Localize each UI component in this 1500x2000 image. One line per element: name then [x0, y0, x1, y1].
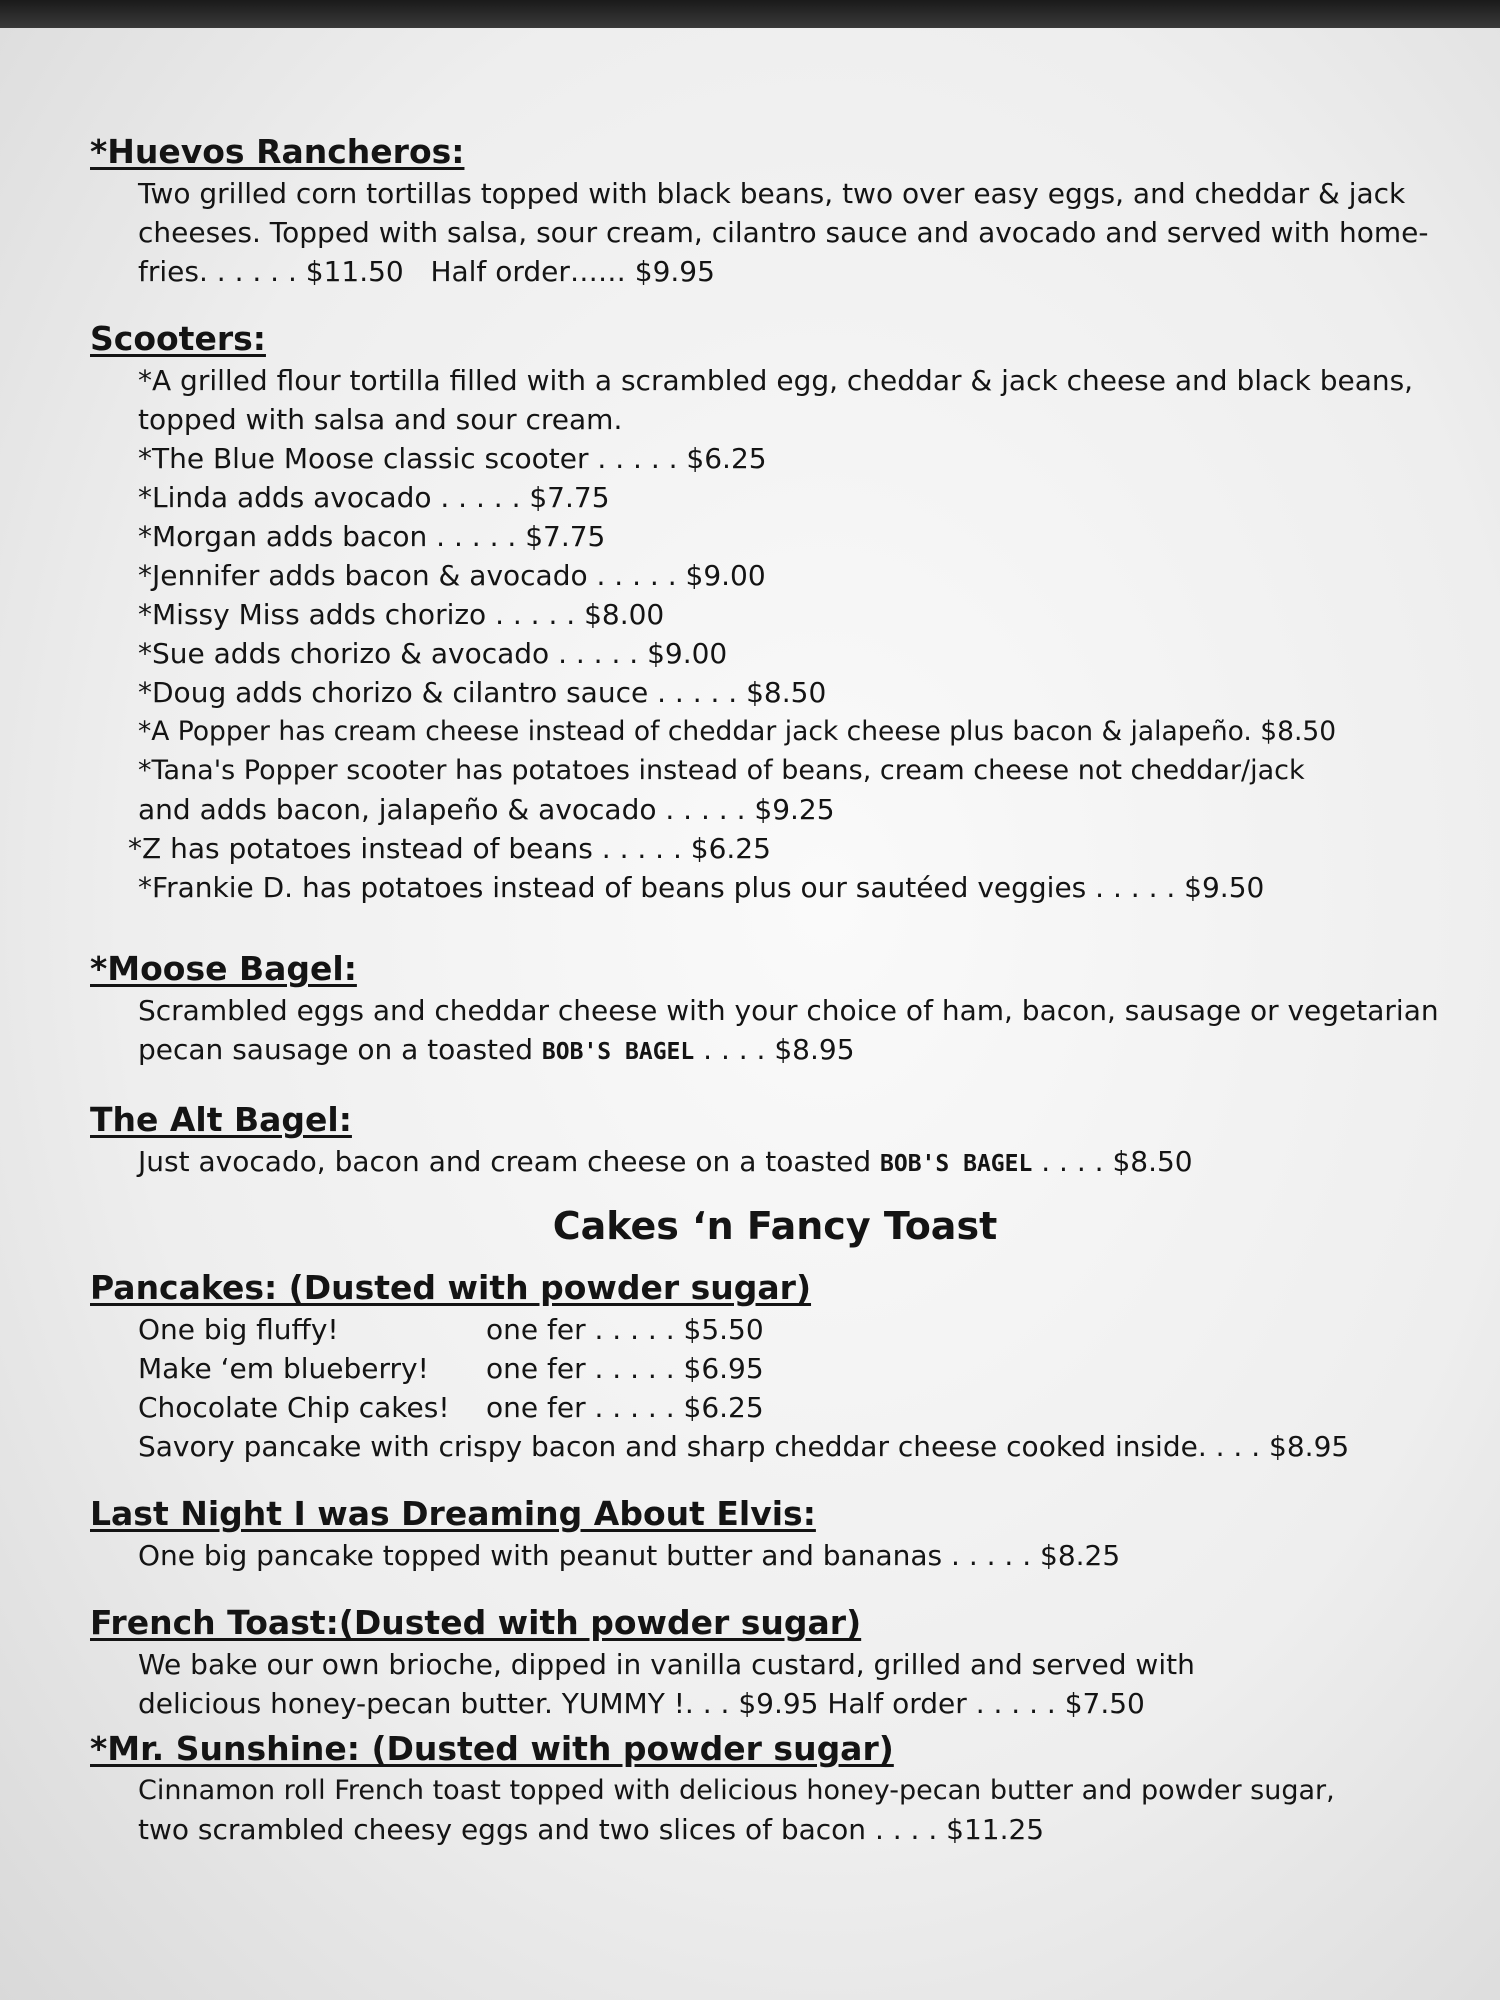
mr-sunshine-line: two scrambled cheesy eggs and two slices of bacon . . . . $11.25	[138, 1813, 1045, 1846]
pancake-name: Make ‘em blueberry!	[138, 1352, 429, 1385]
menu-content	[90, 130, 1460, 1875]
french-toast-section	[90, 1601, 1460, 1723]
french-toast-line: delicious honey-pecan butter. YUMMY !. . . $9.95 Half order . . . . . $7.50	[138, 1687, 1145, 1720]
bobs-bagel-label: BOB'S BAGEL	[880, 1151, 1033, 1177]
scooter-item: *Tana's Popper scooter has potatoes instead of beans, cream cheese not cheddar/jack	[138, 755, 1305, 786]
scooter-item: *Sue adds chorizo & avocado . . . . . $9.00	[138, 637, 728, 670]
dark-background-edge	[0, 0, 1500, 28]
alt-bagel-heading: The Alt Bagel:	[90, 1100, 352, 1139]
scooter-item: and adds bacon, jalapeño & avocado . . . . . $9.25	[138, 793, 835, 826]
pancake-row	[90, 1310, 1460, 1349]
pancake-name: Chocolate Chip cakes!	[138, 1391, 450, 1424]
scooter-item: *Morgan adds bacon . . . . . $7.75	[138, 520, 606, 553]
mr-sunshine-line: Cinnamon roll French toast topped with delicious honey-pecan butter and powder sugar,	[138, 1775, 1335, 1806]
huevos-rancheros-description: Two grilled corn tortillas topped with black beans, two over easy eggs, and cheddar & jack cheeses. Topped with salsa, sour cream, cilantro sauce and avocado and served with home-fries. . . . . . $11.50 Half order…… $9.95	[138, 177, 1429, 288]
pancakes-section	[90, 1266, 1460, 1466]
alt-bagel-description	[90, 1142, 1460, 1184]
scooter-item: *A Popper has cream cheese instead of cheddar jack cheese plus bacon & jalapeño. $8.50	[138, 716, 1337, 747]
pancake-price: one fer . . . . . $5.50	[486, 1313, 764, 1346]
elvis-heading: Last Night I was Dreaming About Elvis:	[90, 1494, 816, 1533]
scooters-section	[90, 317, 1460, 907]
french-toast-line: We bake our own brioche, dipped in vanilla custard, grilled and served with	[138, 1648, 1195, 1681]
scooter-item: *Frankie D. has potatoes instead of beans plus our sautéed veggies . . . . . $9.50	[138, 871, 1265, 904]
bobs-bagel-label: BOB'S BAGEL	[541, 1039, 695, 1065]
pancake-row	[90, 1388, 1460, 1427]
scooter-item: *Linda adds avocado . . . . . $7.75	[138, 481, 610, 514]
elvis-section	[90, 1492, 1460, 1575]
huevos-rancheros-heading: *Huevos Rancheros:	[90, 132, 465, 171]
french-toast-heading: French Toast:(Dusted with powder sugar)	[90, 1603, 862, 1642]
moose-bagel-price: . . . . $8.95	[703, 1033, 855, 1066]
mr-sunshine-section	[90, 1727, 1460, 1849]
scooter-item: *The Blue Moose classic scooter . . . . . $6.25	[138, 442, 767, 475]
moose-bagel-heading: *Moose Bagel:	[90, 949, 357, 988]
moose-bagel-text: Scrambled eggs and cheddar cheese with your choice of ham, bacon, sausage or vegetarian pecan sausage on a toasted	[138, 994, 1448, 1066]
pancake-name: One big fluffy!	[138, 1313, 339, 1346]
pancake-price: one fer . . . . . $6.25	[486, 1391, 764, 1424]
cakes-section-title: Cakes ‘n Fancy Toast	[552, 1204, 998, 1248]
elvis-description: One big pancake topped with peanut butter and bananas . . . . . $8.25	[138, 1539, 1121, 1572]
pancake-row	[90, 1349, 1460, 1388]
moose-bagel-section	[90, 947, 1460, 1072]
huevos-rancheros-section	[90, 130, 1460, 291]
scooters-heading: Scooters:	[90, 319, 266, 358]
pancake-price: one fer . . . . . $6.95	[486, 1352, 764, 1385]
moose-bagel-description	[90, 991, 1460, 1072]
scooter-item: *Z has potatoes instead of beans . . . . . $6.25	[128, 832, 771, 865]
scooter-item: *Doug adds chorizo & cilantro sauce . . . . . $8.50	[138, 676, 827, 709]
alt-bagel-text: Just avocado, bacon and cream cheese on a toasted	[138, 1145, 872, 1178]
savory-pancake: Savory pancake with crispy bacon and sharp cheddar cheese cooked inside. . . . $8.95	[138, 1430, 1350, 1463]
scooters-intro: *A grilled flour tortilla filled with a scrambled egg, cheddar & jack cheese and black beans, topped with salsa and sour cream.	[138, 364, 1422, 436]
scooter-item: *Jennifer adds bacon & avocado . . . . . $9.00	[138, 559, 766, 592]
pancakes-heading: Pancakes: (Dusted with powder sugar)	[90, 1268, 812, 1307]
scooter-item: *Missy Miss adds chorizo . . . . . $8.00	[138, 598, 665, 631]
alt-bagel-section	[90, 1098, 1460, 1184]
alt-bagel-price: . . . . $8.50	[1041, 1145, 1193, 1178]
mr-sunshine-heading: *Mr. Sunshine: (Dusted with powder sugar)	[90, 1729, 894, 1768]
